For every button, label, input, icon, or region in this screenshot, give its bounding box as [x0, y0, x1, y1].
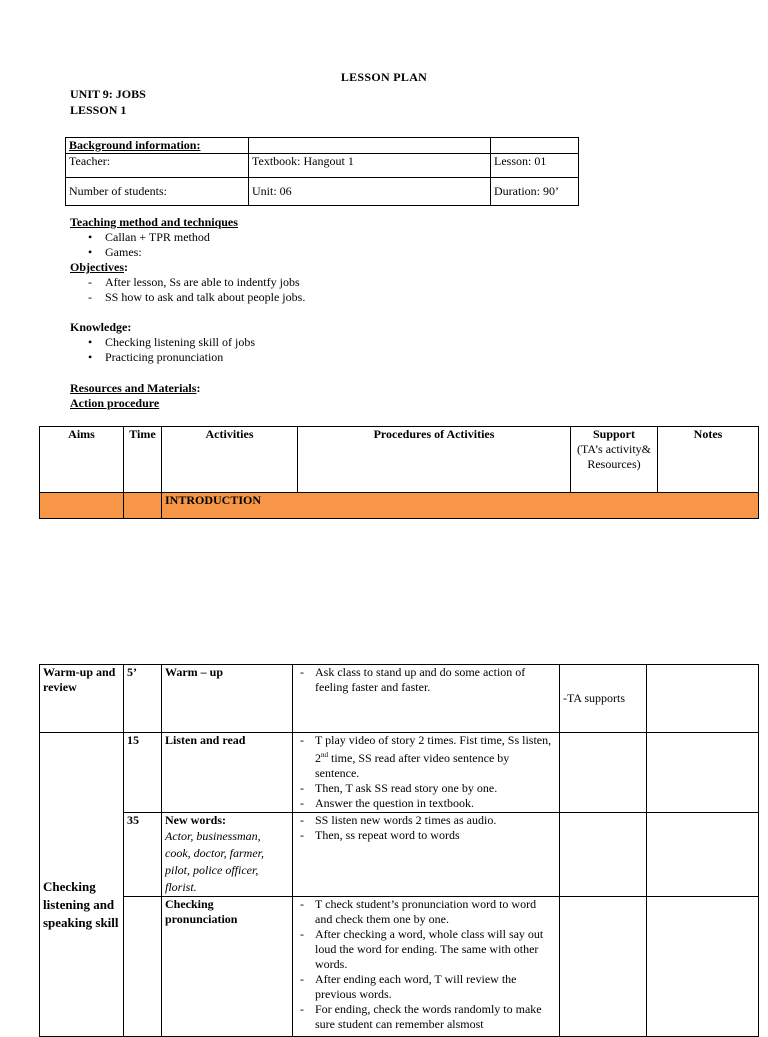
document-title: LESSON PLAN — [340, 70, 428, 84]
col-notes: Notes — [658, 427, 759, 493]
background-info-table — [65, 137, 579, 206]
support-cell: -TA supports — [560, 665, 647, 733]
procedure-header-table — [39, 426, 759, 519]
list-item: • Games: — [88, 245, 142, 259]
teaching-method-list — [70, 230, 305, 260]
list-item: - T check student’s pronunciation word to word and check them one by one. — [300, 897, 537, 926]
unit-cell: Unit: 06 — [249, 178, 491, 206]
col-procedures: Procedures of Activities — [298, 427, 571, 493]
background-cell — [249, 138, 491, 154]
list-item: • Checking listening skill of jobs — [88, 335, 255, 349]
unit-title: UNIT 9: JOBS — [70, 87, 146, 101]
procedures-cell — [293, 665, 560, 733]
activity-warmup: Warm – up — [162, 665, 293, 733]
teaching-method-section — [70, 215, 305, 305]
action-procedure-heading: Action procedure — [70, 396, 160, 410]
list-item: - After lesson, Ss are able to indentfy jobs — [88, 275, 300, 289]
col-activities: Activities — [162, 427, 298, 493]
list-item: - Answer the question in textbook. — [300, 796, 474, 810]
knowledge-section — [70, 320, 255, 365]
knowledge-list — [70, 335, 255, 365]
list-item: • Practicing pronunciation — [88, 350, 224, 364]
intro-cell — [40, 493, 124, 519]
activity-listen-read: Listen and read — [162, 733, 293, 813]
list-item: - Ask class to stand up and do some action of feeling faster and faster. — [300, 665, 526, 694]
time-cell — [124, 897, 162, 1037]
activity-new-words: New words: Actor, businessman, cook, doctor, farmer, pilot, police officer, florist. — [162, 813, 293, 897]
support-cell — [560, 733, 647, 813]
lesson-number-cell: Lesson: 01 — [491, 154, 579, 178]
list-item: - SS listen new words 2 times as audio. — [300, 813, 497, 827]
support-cell — [560, 813, 647, 897]
resources-heading: Resources and Materials: — [70, 381, 201, 395]
students-cell: Number of students: — [66, 178, 249, 206]
notes-cell — [647, 733, 759, 813]
list-item: - After checking a word, whole class will say out loud the word for ending. The same with other words. — [300, 927, 544, 971]
list-item: - T play video of story 2 times. Fist time, Ss listen, 2nd time, SS read after video sentence by sentence. — [300, 733, 552, 780]
list-item: • Callan + TPR method — [88, 230, 210, 244]
resources-section — [70, 381, 200, 411]
list-item: - Then, T ask SS read story one by one. — [300, 781, 498, 795]
background-info-label: Background information: — [66, 138, 249, 154]
support-label: Support — [592, 427, 636, 441]
aim-warmup: Warm-up and review — [40, 665, 124, 733]
aim-checking: Checking listening and speaking skill — [40, 733, 124, 1037]
background-cell — [491, 138, 579, 154]
time-cell: 15 — [124, 733, 162, 813]
time-cell: 35 — [124, 813, 162, 897]
textbook-cell: Textbook: Hangout 1 — [249, 154, 491, 178]
support-sublabel: (TA’s activity& Resources) — [576, 442, 652, 471]
duration-cell: Duration: 90’ — [491, 178, 579, 206]
unit-heading — [70, 86, 146, 118]
list-item: - For ending, check the words randomly to make sure student can remember alsmost — [300, 1002, 542, 1031]
knowledge-heading: Knowledge: — [70, 320, 132, 334]
list-item: - SS how to ask and talk about people jobs. — [88, 290, 306, 304]
objectives-list — [70, 275, 305, 305]
procedures-cell — [293, 813, 560, 897]
support-cell — [560, 897, 647, 1037]
time-cell: 5’ — [124, 665, 162, 733]
notes-cell — [647, 897, 759, 1037]
activity-checking-pronunciation: Checking pronunciation — [162, 897, 293, 1037]
notes-cell — [647, 665, 759, 733]
objectives-heading: Objectives: — [70, 260, 128, 274]
col-support — [571, 427, 658, 493]
col-time: Time — [124, 427, 162, 493]
teacher-cell: Teacher: — [66, 154, 249, 178]
procedures-cell — [293, 733, 560, 813]
procedures-cell — [293, 897, 560, 1037]
list-item: - After ending each word, T will review the previous words. — [300, 972, 517, 1001]
activities-table — [39, 664, 759, 1037]
col-aims: Aims — [40, 427, 124, 493]
lesson-title: LESSON 1 — [70, 103, 127, 117]
intro-cell — [124, 493, 162, 519]
teaching-method-heading: Teaching method and techniques — [70, 215, 238, 229]
notes-cell — [647, 813, 759, 897]
list-item: - Then, ss repeat word to words — [300, 828, 460, 842]
introduction-label: INTRODUCTION — [162, 493, 759, 519]
